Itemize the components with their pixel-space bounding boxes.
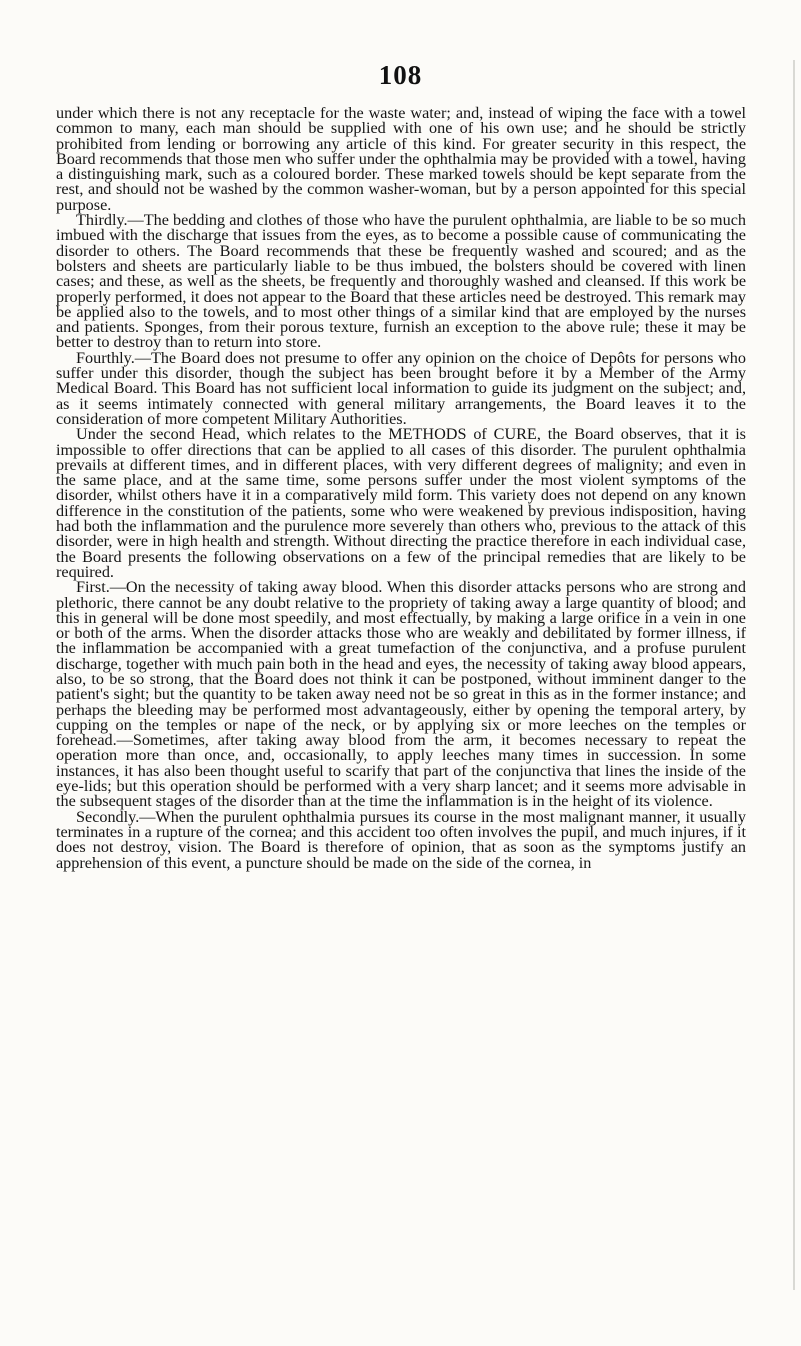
body-text <box>56 106 746 871</box>
page-number: 108 <box>378 60 423 90</box>
paragraph-fourthly-depots: Fourthly.—The Board does not presume to offer any opinion on the choice of Depôts for persons who suffer under this disorder, though the subject has been brought before it by a Member of the Army Medical Board. This Board has not sufficient local information to guide its judgment on the subject; and, as it seems intimately connected with general military arrangements, the Board leaves it to the consideration of more competent Military Authorities. <box>56 348 746 428</box>
page-edge-shadow <box>793 60 795 1290</box>
paragraph-methods-of-cure: Under the second Head, which relates to the METHODS of CURE, the Board observes, that it is impossible to offer directions that can be applied to all cases of this disorder. The purulent ophthalmia prevails at different times, and in different places, with very different degrees of malignity; and even in the same place, and at the same time, some persons suffer under the most violent symptoms of the disorder, whilst others have it in a comparatively mild form. This variety does not depend on any known difference in the constitution of the patients, some who were weakened by previous indisposition, having had both the inflammation and the purulence more severely than others who, previous to the attack of this disorder, were in high health and strength. Without directing the practice therefore in each individual case, the Board presents the following observations on a few of the principal remedies that are likely to be required. <box>56 425 746 581</box>
paragraph-thirdly-bedding: Thirdly.—The bedding and clothes of those who have the purulent ophthalmia, are liable to be so much imbued with the discharge that issues from the eyes, as to become a possible cause of communicating the disorder to others. The Board recommends that these be frequently washed and scoured; and as the bolsters and sheets are particularly liable to be thus imbued, the bolsters should be covered with linen cases; and these, as well as the sheets, be frequently and thoroughly washed and cleansed. If this work be properly performed, it does not appear to the Board that these articles need be destroyed. This remark may be applied also to the towels, and to most other things of a similar kind that are employed by the nurses and patients. Sponges, from their porous texture, furnish an exception to the above rule; these it may be better to destroy than to return into store. <box>56 211 746 352</box>
paragraph-towels: under which there is not any receptacle for the waste water; and, instead of wiping the face with a towel common to many, each man should be supplied with one of his own use; and he should be strictly prohibited from lending or borrowing any article of this kind. For greater security in this respect, the Board recommends that those men who suffer under the ophthalmia may be provided with a towel, having a distinguishing mark, such as a coloured border. These marked towels should be kept separate from the rest, and should not be washed by the common washer-woman, but by a person appointed for this special purpose. <box>56 104 746 214</box>
paragraph-first-blood: First.—On the necessity of taking away blood. When this disorder attacks persons who are strong and plethoric, there cannot be any doubt relative to the propriety of taking away a large quantity of blood; and this in general will be done most speedily, and most effectually, by making a large orifice in a vein in one or both of the arms. When the disorder attacks those who are weakly and debilitated by former illness, if the inflammation be accompanied with a great tumefaction of the conjunctiva, and a profuse purulent discharge, together with much pain both in the head and eyes, the necessity of taking away blood appears, also, to be so strong, that the Board does not think it can be postponed, without imminent danger to the patient's sight; but the quantity to be taken away need not be so great in this as in the former instance; and perhaps the bleeding may be performed most advantageously, either by opening the temporal artery, by cupping on the temples or nape of the neck, or by applying six or more leeches on the temples or forehead.—Sometimes, after taking away blood from the arm, it becomes necessary to repeat the operation more than once, and, occasionally, to apply leeches many times in succession. In some instances, it has also been thought useful to scarify that part of the conjunctiva that lines the inside of the eye-lids; but this operation should be performed with a very sharp lancet; and it seems more advisable in the subsequent stages of the disorder than at the time the inflammation is in the height of its violence. <box>56 578 746 811</box>
paragraph-secondly-cornea: Secondly.—When the purulent ophthalmia pursues its course in the most malignant manner, it usually terminates in a rupture of the cornea; and this accident too often involves the pupil, and much injures, if it does not destroy, vision. The Board is therefore of opinion, that as soon as the symptoms justify an apprehension of this event, a puncture should be made on the side of the cornea, in <box>56 807 746 872</box>
